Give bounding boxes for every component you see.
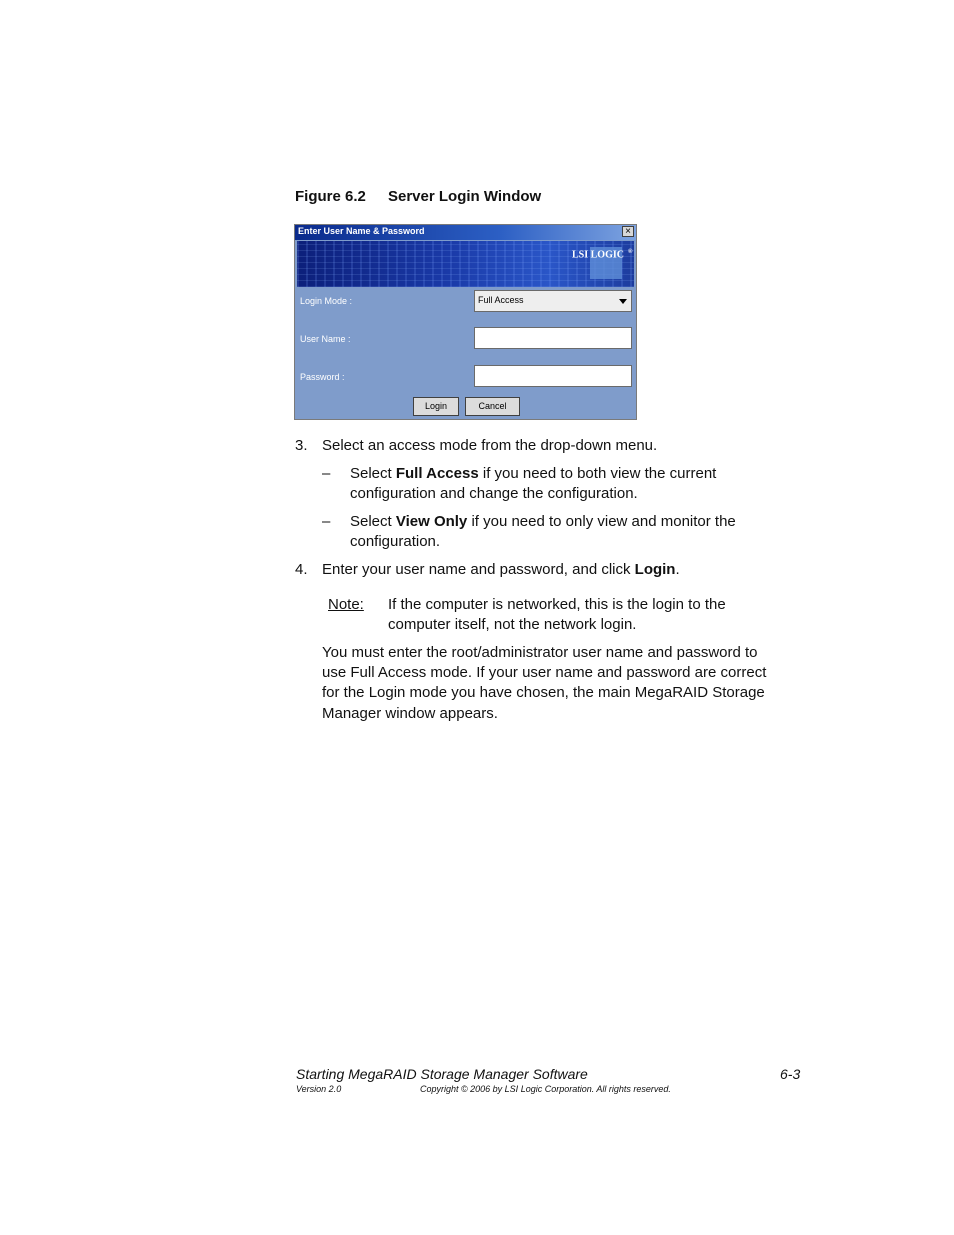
footer-page-number: 6-3 bbox=[780, 1066, 801, 1082]
footer-copyright: Copyright © 2006 by LSI Logic Corporation. All rights reserved. bbox=[420, 1084, 671, 1094]
user-name-label: User Name : bbox=[300, 334, 351, 344]
dialog-banner bbox=[297, 241, 634, 287]
user-name-input[interactable] bbox=[474, 327, 632, 349]
note-line-2: computer itself, not the network login. bbox=[388, 616, 637, 633]
login-button[interactable]: Login bbox=[413, 397, 459, 416]
logo-mark: ® bbox=[627, 249, 633, 255]
bullet-2-post: if you need to only view and monitor the bbox=[467, 513, 736, 530]
login-mode-value: Full Access bbox=[478, 295, 524, 305]
step-4-text bbox=[322, 560, 680, 580]
bullet-2-dash: – bbox=[322, 513, 331, 530]
para-line-3: for the Login mode you have chosen, the main MegaRAID Storage bbox=[322, 684, 765, 701]
bullet-1-post: if you need to both view the current bbox=[478, 465, 717, 482]
step-3-number: 3. bbox=[295, 437, 308, 454]
chevron-down-icon[interactable] bbox=[619, 299, 627, 304]
note-line-1: If the computer is networked, this is the login to the bbox=[388, 596, 726, 613]
para-line-2: use Full Access mode. If your user name and password are correct bbox=[322, 664, 767, 681]
lsi-logo bbox=[572, 249, 632, 260]
step-4-pre: Enter your user name and password, and click bbox=[322, 561, 635, 578]
figure-number: Figure 6.2 bbox=[295, 188, 366, 205]
figure-caption bbox=[295, 188, 541, 205]
dialog-title: Enter User Name & Password bbox=[298, 226, 425, 236]
bullet-1-line-1 bbox=[350, 464, 716, 484]
para-line-1: You must enter the root/administrator user name and password to bbox=[322, 644, 758, 661]
bullet-1-dash: – bbox=[322, 465, 331, 482]
step-4-bold: Login bbox=[634, 561, 676, 578]
login-dialog bbox=[294, 224, 637, 420]
bullet-1-line-2: configuration and change the configuration. bbox=[350, 485, 638, 502]
bullet-2-bold: View Only bbox=[395, 513, 468, 530]
bullet-2-pre: Select bbox=[350, 513, 396, 530]
bullet-1-bold: Full Access bbox=[395, 465, 479, 482]
figure-title: Server Login Window bbox=[388, 188, 542, 205]
close-icon[interactable]: × bbox=[622, 226, 634, 237]
login-mode-label: Login Mode : bbox=[300, 296, 353, 306]
login-mode-select[interactable] bbox=[474, 290, 632, 312]
bullet-1-pre: Select bbox=[350, 465, 396, 482]
para-line-4: Manager window appears. bbox=[322, 705, 498, 722]
dialog-titlebar bbox=[295, 225, 636, 240]
cancel-button[interactable]: Cancel bbox=[465, 397, 520, 416]
logo-text: LSI LOGIC bbox=[572, 249, 624, 261]
footer-version: Version 2.0 bbox=[296, 1084, 342, 1094]
bullet-2-line-1 bbox=[350, 512, 736, 532]
footer-title: Starting MegaRAID Storage Manager Software bbox=[296, 1066, 588, 1082]
bullet-2-line-2: configuration. bbox=[350, 533, 441, 550]
step-4-post: . bbox=[675, 561, 680, 578]
step-3-text: Select an access mode from the drop-down menu. bbox=[322, 437, 658, 454]
step-4-number: 4. bbox=[295, 561, 308, 578]
password-input[interactable] bbox=[474, 365, 632, 387]
password-label: Password : bbox=[300, 372, 345, 382]
note-label: Note: bbox=[328, 596, 364, 613]
